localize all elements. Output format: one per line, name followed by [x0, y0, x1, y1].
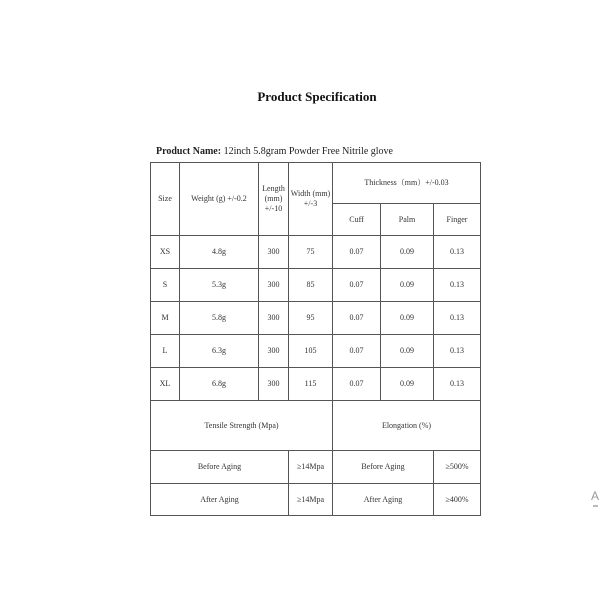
header-palm: Palm: [381, 204, 434, 236]
partial-glyph: A: [591, 489, 600, 503]
cell-cuff: 0.07: [333, 269, 381, 302]
cell-weight: 6.8g: [180, 368, 259, 401]
cell-width: 95: [289, 302, 333, 335]
before-aging-row: [151, 451, 481, 484]
cell-cuff: 0.07: [333, 368, 381, 401]
elongation-label: Elongation (%): [333, 401, 481, 451]
cell-palm: 0.09: [381, 368, 434, 401]
cell-finger: 0.13: [434, 269, 481, 302]
cell-size: XL: [151, 368, 180, 401]
cell-cuff: 0.07: [333, 236, 381, 269]
cell-size: M: [151, 302, 180, 335]
header-row: [151, 163, 481, 204]
property-header-row: [151, 401, 481, 451]
elongation-before-label: Before Aging: [333, 451, 434, 484]
tensile-before-label: Before Aging: [151, 451, 289, 484]
cell-width: 115: [289, 368, 333, 401]
page-title: Product Specification: [257, 89, 377, 104]
cell-weight: 4.8g: [180, 236, 259, 269]
cell-finger: 0.13: [434, 302, 481, 335]
cell-cuff: 0.07: [333, 335, 381, 368]
cell-finger: 0.13: [434, 335, 481, 368]
product-name-value: 12inch 5.8gram Powder Free Nitrile glove: [223, 146, 393, 157]
table-row: [151, 335, 481, 368]
cell-size: L: [151, 335, 180, 368]
elongation-after-label: After Aging: [333, 484, 434, 516]
cell-size: S: [151, 269, 180, 302]
cell-length: 300: [259, 302, 289, 335]
cell-length: 300: [259, 269, 289, 302]
table-row: [151, 269, 481, 302]
cell-weight: 5.3g: [180, 269, 259, 302]
header-size: Size: [151, 163, 180, 236]
cell-length: 300: [259, 335, 289, 368]
header-length: Length (mm) +/-10: [259, 163, 289, 236]
cell-width: 85: [289, 269, 333, 302]
header-finger: Finger: [434, 204, 481, 236]
table-row: [151, 368, 481, 401]
cell-palm: 0.09: [381, 269, 434, 302]
header-thickness: Thickness（mm）+/-0.03: [333, 163, 481, 204]
cell-length: 300: [259, 236, 289, 269]
tensile-after-label: After Aging: [151, 484, 289, 516]
table-row: [151, 236, 481, 269]
cell-cuff: 0.07: [333, 302, 381, 335]
header-cuff: Cuff: [333, 204, 381, 236]
header-weight: Weight (g) +/-0.2: [180, 163, 259, 236]
tensile-after-value: ≥14Mpa: [289, 484, 333, 516]
cell-length: 300: [259, 368, 289, 401]
partial-mark: [593, 505, 598, 507]
product-name-line: [156, 146, 393, 157]
cell-weight: 5.8g: [180, 302, 259, 335]
cell-finger: 0.13: [434, 236, 481, 269]
cell-width: 105: [289, 335, 333, 368]
cell-width: 75: [289, 236, 333, 269]
elongation-after-value: ≥400%: [434, 484, 481, 516]
tensile-before-value: ≥14Mpa: [289, 451, 333, 484]
spec-table: [150, 162, 481, 516]
tensile-strength-label: Tensile Strength (Mpa): [151, 401, 333, 451]
header-width: Width (mm) +/-3: [289, 163, 333, 236]
cell-weight: 6.3g: [180, 335, 259, 368]
product-name-label: Product Name:: [156, 146, 222, 157]
cell-size: XS: [151, 236, 180, 269]
cell-palm: 0.09: [381, 335, 434, 368]
cell-palm: 0.09: [381, 236, 434, 269]
cell-palm: 0.09: [381, 302, 434, 335]
table-row: [151, 302, 481, 335]
cell-finger: 0.13: [434, 368, 481, 401]
after-aging-row: [151, 484, 481, 516]
elongation-before-value: ≥500%: [434, 451, 481, 484]
